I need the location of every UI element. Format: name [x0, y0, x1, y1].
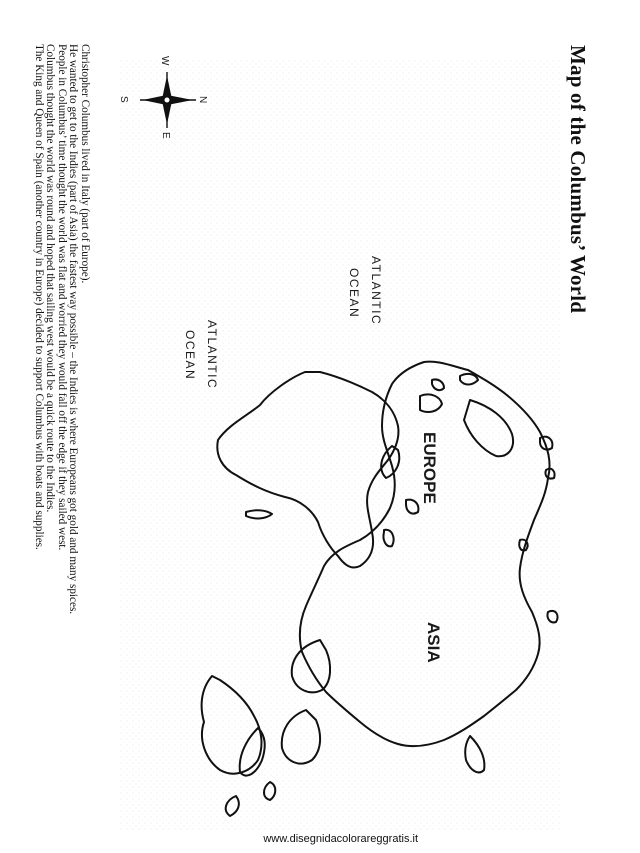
asia-label: ASIA [424, 622, 443, 663]
compass-north-label: N [197, 96, 208, 104]
body-line: Columbus thought the world was round and hoped that sailing west would be a quick route to the Indies. [44, 44, 57, 513]
europe-label: EUROPE [420, 432, 439, 504]
compass-east-label: E [160, 132, 171, 139]
page-title: Map of the Columbus’ World [566, 45, 590, 314]
footer-website: www.disegnidacolorareggratis.it [263, 833, 418, 845]
body-line: People in Columbus’ time thought the world was flat and worried they would fall off the edge if they sailed west. [55, 44, 68, 551]
body-line: The King and Queen of Spain (another country in Europe) decided to support Columbus with boats and supplies. [32, 44, 45, 550]
map-background [120, 60, 560, 830]
compass-west-label: W [159, 56, 170, 66]
compass-south-label: S [118, 96, 129, 103]
ocean-label-ocean-1: OCEAN [347, 268, 361, 319]
ocean-label-ocean-2: OCEAN [183, 330, 197, 381]
ocean-label-atlantic-2: ATLANTIC [205, 320, 219, 390]
body-line: He wanted to get to the Indies (part of Asia) the fastest way possible – the Indies is where Europeans got gold and many spices. [67, 44, 80, 615]
body-line: Christopher Columbus lived in Italy (part of Europe). [79, 44, 91, 284]
ocean-label-atlantic-1: ATLANTIC [369, 256, 383, 326]
